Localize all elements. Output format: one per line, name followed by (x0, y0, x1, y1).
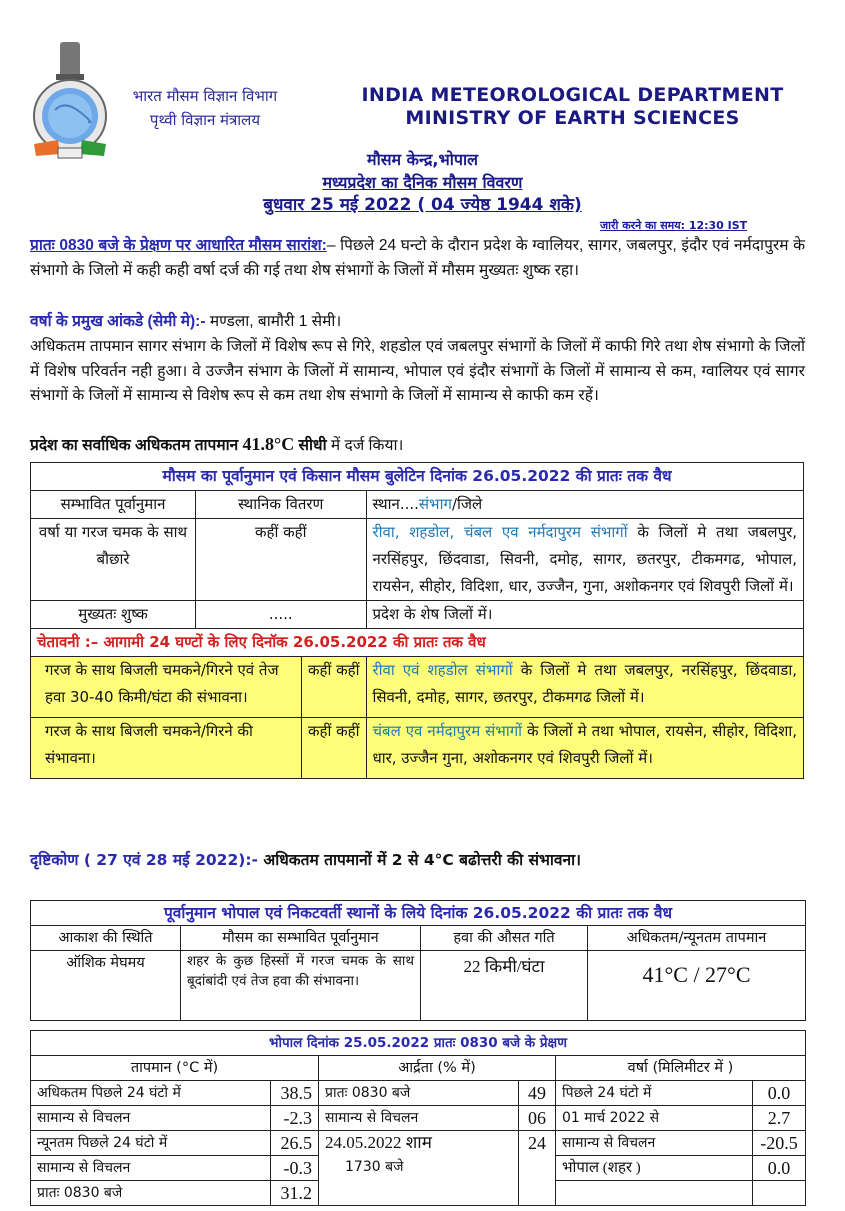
summary-heading: प्रातः 0830 बजे के प्रेक्षण पर आधारित मौसम सारांश: (30, 237, 327, 254)
warning-divisions: रीवा एवं शहडोल संभागों (372, 661, 513, 679)
forecast-location: प्रदेश के शेष जिलों में। (366, 601, 803, 629)
rain-label: भोपाल (शहर ) (556, 1156, 753, 1181)
header-distribution: स्थानिक वितरण (196, 491, 367, 519)
header-sky: आकाश की स्थिति (31, 926, 181, 951)
warning-districts: के जिलों मे तथा भोपाल, रायसेन, सीहोर, विदिशा, धार, उज्जैन गुना, अशोकनगर एवं शिवपुरी जिलों में। (372, 722, 797, 767)
warning-divisions: चंबल एव नर्मदापुरम संभागों (372, 722, 523, 740)
humidity-label (319, 1131, 519, 1206)
warning-location (366, 718, 803, 779)
forecast-row (31, 519, 804, 601)
warning-text: गरज के साथ बिजली चमकने/गिरने एवं तेज हवा 30-40 किमी/घंटा की संभावना। (31, 657, 302, 718)
temp-label: सामान्य से विचलन (31, 1106, 271, 1131)
observation-row (31, 1106, 806, 1131)
weather-summary (30, 234, 805, 283)
humidity-value: 49 (519, 1081, 556, 1106)
observations-title: भोपाल दिनांक 25.05.2022 प्रातः 0830 बजे के प्रेक्षण (31, 1031, 806, 1056)
bulletin-header (0, 148, 845, 217)
rain-value: -20.5 (753, 1131, 806, 1156)
humidity-value: 24 (519, 1131, 556, 1206)
header-temp: अधिकतम/न्यूनतम तापमान (588, 926, 806, 951)
temp-value: -0.3 (271, 1156, 319, 1181)
temp-value: -2.3 (271, 1106, 319, 1131)
forecast-distribution: ..... (196, 601, 367, 629)
bulletin-date: बुधवार 25 मई 2022 ( 04 ज्येष्ठ 1944 शके) (263, 195, 582, 215)
warning-row (31, 657, 804, 718)
header-humidity: आर्द्रता (% में) (319, 1056, 556, 1081)
max-temperature-line (30, 432, 805, 459)
forecast-type: मुख्यतः शुष्क (31, 601, 196, 629)
rain-value: 0.0 (753, 1081, 806, 1106)
english-dept-line2: MINISTRY OF EARTH SCIENCES (405, 107, 740, 129)
warning-text: गरज के साथ बिजली चमकने/गिरने की संभावना। (31, 718, 302, 779)
met-centre-name: मौसम केन्द्र,भोपाल (367, 150, 478, 169)
rain-value: 2.7 (753, 1106, 806, 1131)
rain-value: 0.0 (753, 1156, 806, 1181)
header-location-prefix: स्थान.... (372, 495, 419, 513)
summary-text: – पिछले 24 घन्टो के दौरान प्रदेश के ग्वालियर, सागर, जबलपुर, इंदौर एवं नर्मदापुरम के संभागो के जिलो में कही कही वर्षा दर्ज की गई तथा शेष संभागों के जिलों में मौसम मुख्यतः शुष्क रहा। (30, 237, 805, 279)
warning-districts: के जिलों मे तथा जबलपुर, नरसिंहपुर, छिंदवाडा, सिवनी, दमोह, सागर, छतरपुर, टीकमगढ जिलों में। (372, 661, 797, 706)
rainfall-text: मण्डला, बामौरी 1 सेमी। (205, 313, 342, 330)
observations-table (30, 1030, 806, 1206)
sky-condition: ऑशिक मेघमय (31, 951, 181, 1021)
warning-title: चेतावनी :– आगामी 24 घण्टों के लिए दिनॉक 26.05.2022 की प्रातः तक वैध (31, 629, 804, 657)
temp-value: 31.2 (271, 1181, 319, 1206)
temp-label: न्यूनतम पिछले 24 घंटो में (31, 1131, 271, 1156)
rain-label (556, 1181, 753, 1206)
max-temp-value: 41.8°C (242, 434, 295, 454)
humidity-evening-time: 1730 बजे (345, 1159, 404, 1175)
warning-row (31, 718, 804, 779)
bulletin-title: मध्यप्रदेश का दैनिक मौसम विवरण (322, 173, 523, 192)
weather-forecast: शहर के कुछ हिस्सों में गरज चमक के साथ बूदांबांदी एवं तेज हवा की संभावना। (181, 951, 421, 1021)
hindi-department-name (120, 84, 290, 132)
hindi-dept-line1: भारत मौसम विज्ञान विभाग (132, 87, 278, 105)
temp-label: सामान्य से विचलन (31, 1156, 271, 1181)
bhopal-forecast-title: पूर्वानुमान भोपाल एवं निकटवर्ती स्थानों के लिये दिनांक 26.05.2022 की प्रातः तक वैध (31, 901, 806, 926)
hindi-dept-line2: पृथ्वी विज्ञान मंत्रालय (149, 111, 261, 129)
rainfall-heading: वर्षा के प्रमुख आंकडे (सेमी मे):- (30, 313, 206, 330)
temp-label: प्रातः 0830 बजे (31, 1181, 271, 1206)
rain-label: पिछले 24 घंटो में (556, 1081, 753, 1106)
header-rainfall: वर्षा (मिलिमीटर में ) (556, 1056, 806, 1081)
temp-label: अधिकतम पिछले 24 घंटो में (31, 1081, 271, 1106)
forecast-distribution: कहीं कहीं (196, 519, 367, 601)
header-wind: हवा की औसत गति (421, 926, 588, 951)
english-department-name (345, 84, 800, 130)
humidity-evening-date: 24.05.2022 शाम (325, 1133, 432, 1152)
warning-location (366, 657, 803, 718)
forecast-districts: के जिलों मे तथा जबलपुर, नरसिंहपुर, छिंदवाडा, सिवनी, दमोह, सागर, छतरपुर, टीकमगढ, भोपाल, रायसेन, सीहोर, विदिशा, धार, उज्जैन, गुना, अशोकनगर एवं शिवपुरी जिलों में। (372, 523, 797, 595)
max-temp-suffix: में दर्ज किया। (326, 437, 404, 454)
rainfall-highlights (30, 310, 805, 335)
max-min-temperature: 41°C / 27°C (588, 951, 806, 1021)
header-temperature: तापमान (°C में) (31, 1056, 319, 1081)
header-location-division: संभाग (418, 495, 452, 513)
forecast-divisions: रीवा, शहडोल, चंबल एव नर्मदापुरम संभागों (372, 523, 628, 541)
outlook-heading: दृष्टिकोण ( 27 एवं 28 मई 2022):- (30, 851, 258, 869)
warning-distribution: कहीं कहीं (302, 657, 367, 718)
humidity-label: प्रातः 0830 बजे (319, 1081, 519, 1106)
forecast-location (366, 519, 803, 601)
forecast-row (31, 601, 804, 629)
header-weather: मौसम का सम्भावित पूर्वानुमान (181, 926, 421, 951)
header-location-district: /जिले (451, 495, 483, 513)
outlook-text: अधिकतम तापमानों में 2 से 4°C बढोत्तरी की संभावना। (257, 851, 581, 869)
warning-distribution: कहीं कहीं (302, 718, 367, 779)
imd-emblem-icon (30, 40, 110, 160)
observation-row (31, 1131, 806, 1156)
temp-value: 26.5 (271, 1131, 319, 1156)
forecast-table-title: मौसम का पूर्वानुमान एवं किसान मौसम बुलेटिन दिनांक 26.05.2022 की प्रातः तक वैध (31, 463, 804, 491)
humidity-value: 06 (519, 1106, 556, 1131)
observation-row (31, 1081, 806, 1106)
max-temp-prefix: प्रदेश का सर्वाधिक अधिकतम तापमान (30, 437, 243, 454)
rain-label: 01 मार्च 2022 से (556, 1106, 753, 1131)
forecast-type: वर्षा या गरज चमक के साथ बौछारे (31, 519, 196, 601)
max-temp-station: सीधी (294, 437, 327, 454)
outlook-line (30, 848, 581, 870)
bhopal-forecast-table (30, 900, 806, 1021)
temp-value: 38.5 (271, 1081, 319, 1106)
english-dept-line1: INDIA METEOROLOGICAL DEPARTMENT (361, 84, 784, 106)
issue-time: जारी करने का समय: 12:30 IST (600, 219, 748, 232)
temperature-summary: अधिकतम तापमान सागर संभाग के जिलों में विशेष रूप से गिरे, शहडोल एवं जबलपुर संभागों के जिलों में काफी गिरे तथा शेष संभागो के जिलों में विशेष परिवर्तन नही हुआ। वे उज्जैन संभाग के जिलों में सामान्य, भोपाल एवं इंदौर संभागों के जिलों में सामान्य से कम, ग्वालियर एवं सागर संभागों के जिलों में सामान्य से विशेष रूप से कम तथा शेष संभागो के जिलों में सामान्य से काफी कम रहें। (30, 338, 805, 404)
humidity-label: सामान्य से विचलन (319, 1106, 519, 1131)
rain-value (753, 1181, 806, 1206)
wind-speed: 22 किमी/घंटा (421, 951, 588, 1021)
header-location (366, 491, 803, 519)
rain-label: सामान्य से विचलन (556, 1131, 753, 1156)
forecast-table (30, 462, 804, 779)
header-forecast: सम्भावित पूर्वानुमान (31, 491, 196, 519)
